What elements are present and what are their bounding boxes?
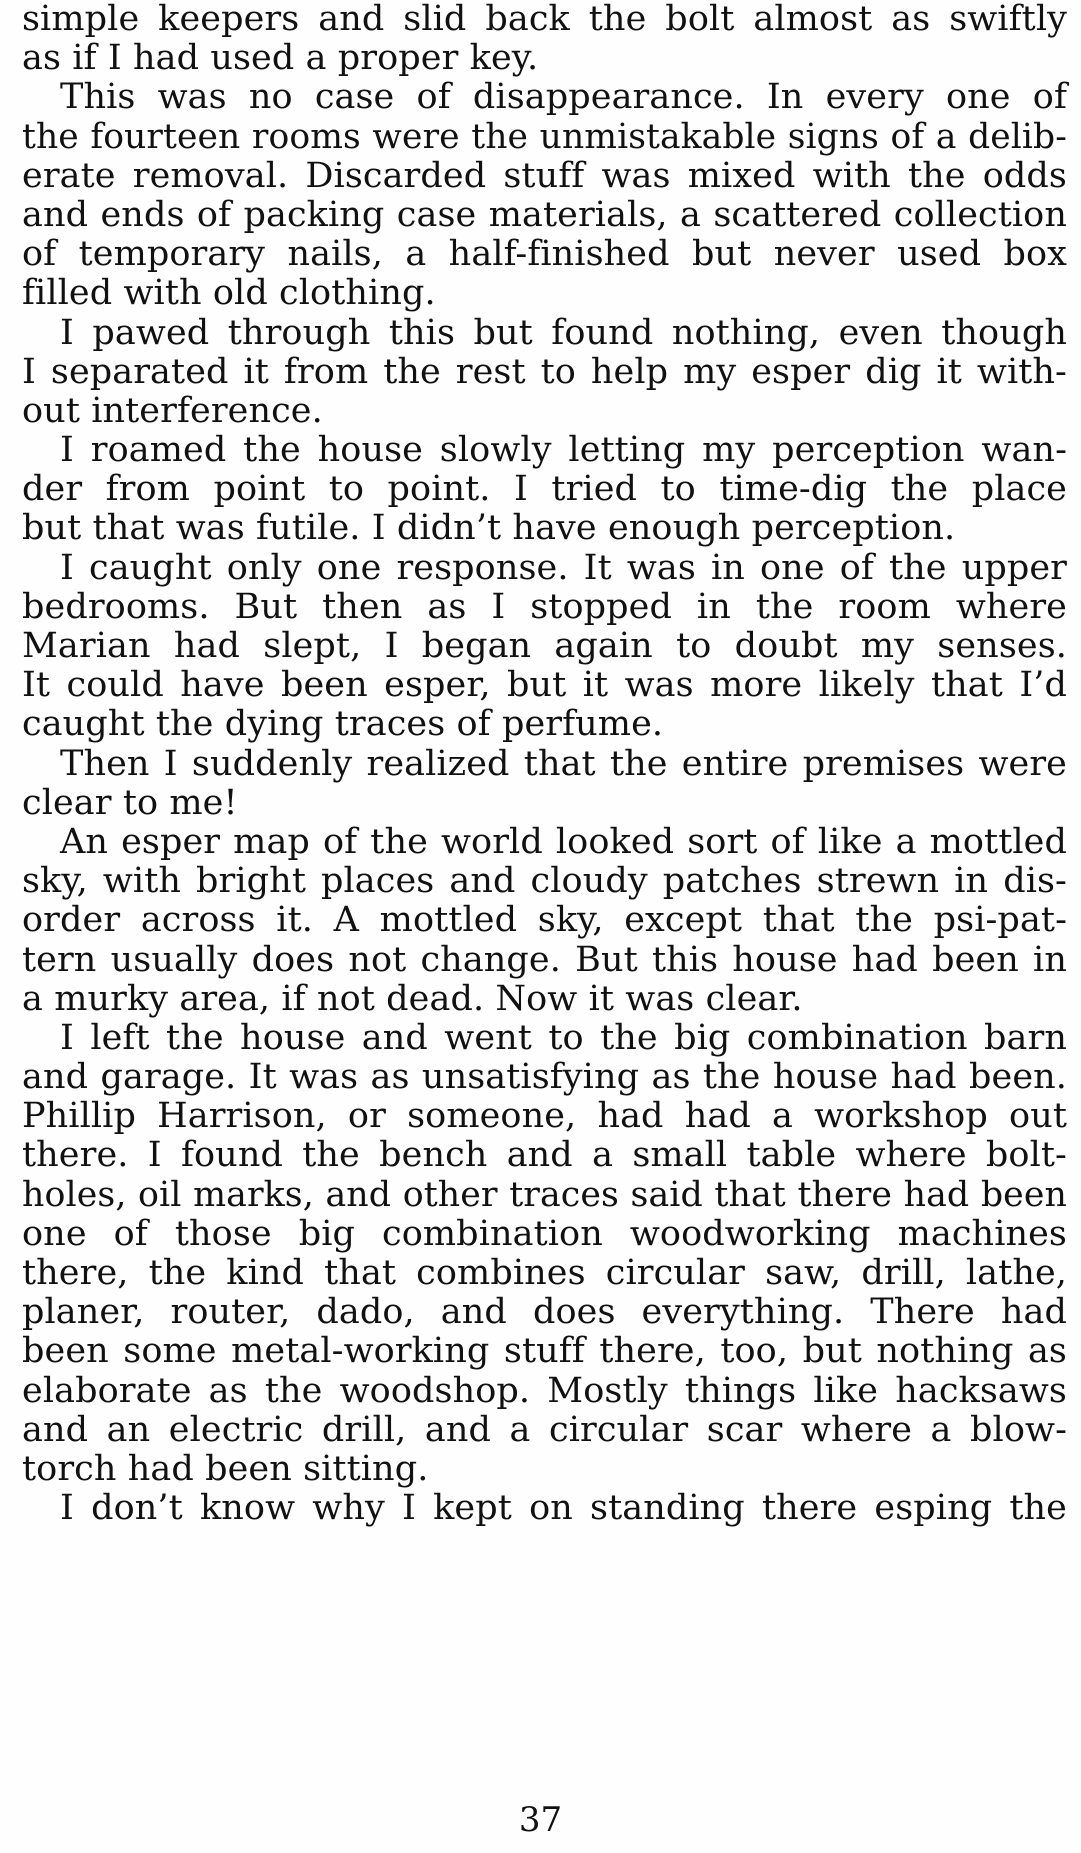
text-line: order across it. A mottled sky, except that the psi-pat- bbox=[22, 900, 1067, 941]
text-line: elaborate as the woodshop. Mostly things like hacksaws bbox=[22, 1370, 1067, 1411]
text-line: and garage. It was as unsatisfying as the house had been. bbox=[22, 1057, 1067, 1098]
text-line: the fourteen rooms were the unmistakable signs of a delib- bbox=[22, 116, 1067, 157]
text-line: there, the kind that combines circular saw, drill, lathe, bbox=[22, 1253, 1067, 1293]
text-line: bedrooms. But then as I stopped in the room where bbox=[22, 586, 1067, 627]
text-line: there. I found the bench and a small table where bolt- bbox=[22, 1135, 1067, 1176]
text-line: Marian had slept, I began again to doubt my senses. bbox=[22, 626, 1067, 666]
text-line: I roamed the house slowly letting my perception wan- bbox=[60, 430, 1067, 471]
text-line: tern usually does not change. But this house had been in bbox=[22, 939, 1067, 980]
text-line: been some metal-working stuff there, too, but nothing as bbox=[22, 1331, 1067, 1372]
text-line: sky, with bright places and cloudy patches strewn in dis- bbox=[22, 861, 1067, 902]
text-line: holes, oil marks, and other traces said that there had been bbox=[22, 1174, 1067, 1215]
text-line: I separated it from the rest to help my esper dig it with- bbox=[22, 351, 1067, 392]
text-line: Then I suddenly realized that the entire premises were bbox=[60, 743, 1067, 784]
text-line: a murky area, if not dead. Now it was clear. bbox=[22, 978, 803, 1019]
text-line: I caught only one response. It was in one of the upper bbox=[60, 547, 1067, 588]
text-line: caught the dying traces of perfume. bbox=[22, 704, 664, 745]
text-line: planer, router, dado, and does everything. There had bbox=[22, 1292, 1067, 1333]
page-number: 37 bbox=[518, 1800, 563, 1840]
text-line: erate removal. Discarded stuff was mixed with the odds bbox=[22, 155, 1067, 196]
text-line: one of those big combination woodworking machines bbox=[22, 1213, 1067, 1254]
text-line: simple keepers and slid back the bolt almost as swiftly bbox=[22, 0, 1067, 39]
text-line: I left the house and went to the big combination barn bbox=[60, 1017, 1067, 1058]
text-line: An esper map of the world looked sort of like a mottled bbox=[60, 821, 1067, 862]
text-line: I don’t know why I kept on standing there esping the bbox=[60, 1488, 1067, 1529]
text-line: It could have been esper, but it was more likely that I’d bbox=[22, 665, 1067, 706]
text-line: I pawed through this but found nothing, even though bbox=[60, 312, 1067, 353]
text-line: but that was futile. I didn’t have enough perception. bbox=[22, 508, 956, 549]
body-text bbox=[22, 0, 1067, 1528]
text-line: of temporary nails, a half-finished but never used box bbox=[22, 234, 1067, 275]
text-line: filled with old clothing. bbox=[22, 273, 436, 314]
text-line: Phillip Harrison, or someone, had had a workshop out bbox=[22, 1096, 1067, 1137]
text-line: torch had been sitting. bbox=[22, 1448, 429, 1489]
text-line: der from point to point. I tried to time-dig the place bbox=[22, 469, 1067, 510]
text-line: as if I had used a proper key. bbox=[22, 38, 539, 79]
text-line: This was no case of disappearance. In every one of bbox=[60, 77, 1067, 118]
text-line: and ends of packing case materials, a scattered collection bbox=[22, 194, 1067, 235]
text-line: out interference. bbox=[22, 390, 323, 431]
text-line: and an electric drill, and a circular scar where a blow- bbox=[22, 1409, 1067, 1450]
text-line: clear to me! bbox=[22, 782, 238, 823]
